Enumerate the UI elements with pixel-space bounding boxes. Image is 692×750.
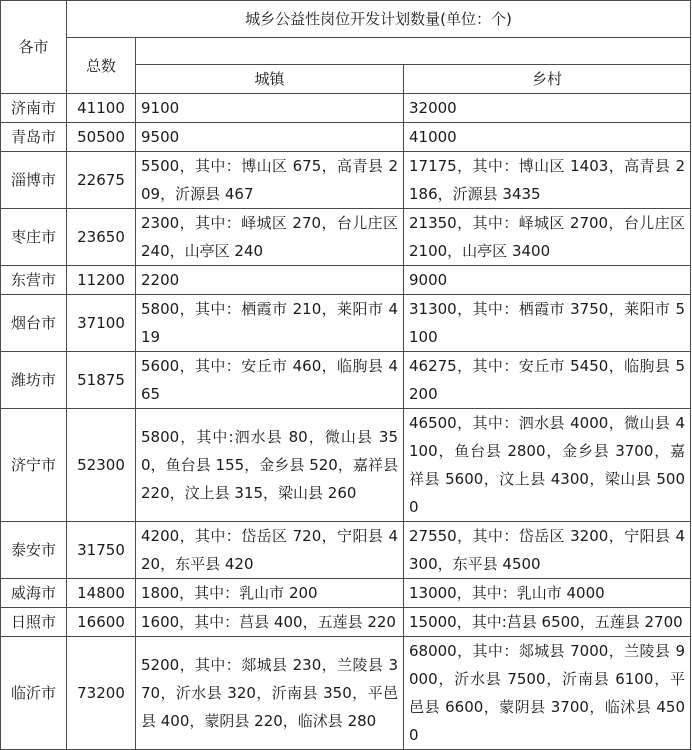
total-cell: 73200 (67, 637, 136, 750)
urban-cell: 2200 (136, 266, 404, 295)
city-cell: 东营市 (1, 266, 67, 295)
total-cell: 51875 (67, 352, 136, 409)
table-row (1, 579, 691, 608)
header-group-title: 城乡公益性岗位开发计划数量(单位：个) (67, 1, 691, 38)
city-cell: 淄博市 (1, 152, 67, 209)
city-cell: 烟台市 (1, 295, 67, 352)
total-cell: 22675 (67, 152, 136, 209)
table-row (1, 352, 691, 409)
table-row (1, 209, 691, 266)
table-row (1, 123, 691, 152)
total-cell: 31750 (67, 522, 136, 579)
header-urban: 城镇 (136, 65, 404, 94)
urban-cell: 1800，其中：乳山市 200 (136, 579, 404, 608)
city-cell: 临沂市 (1, 637, 67, 750)
urban-cell: 4200，其中：岱岳区 720，宁阳县 420，东平县 420 (136, 522, 404, 579)
city-cell: 泰安市 (1, 522, 67, 579)
total-cell: 11200 (67, 266, 136, 295)
table-row (1, 295, 691, 352)
urban-cell: 5800，其中:泗水县 80，微山县 350，鱼台县 155，金乡县 520，嘉祥县 220，汶上县 315，梁山县 260 (136, 409, 404, 522)
rural-cell: 68000，其中：郯城县 7000，兰陵县 9000，沂水县 7500，沂南县 6100，平邑县 6600，蒙阴县 3700，临沭县 4500 (404, 637, 691, 750)
urban-cell: 9500 (136, 123, 404, 152)
total-cell: 37100 (67, 295, 136, 352)
total-cell: 41100 (67, 94, 136, 123)
rural-cell: 21350，其中：峄城区 2700，台儿庄区 2100，山亭区 3400 (404, 209, 691, 266)
rural-cell: 13000，其中：乳山市 4000 (404, 579, 691, 608)
total-cell: 50500 (67, 123, 136, 152)
table-row (1, 409, 691, 522)
table-row (1, 152, 691, 209)
rural-cell: 27550，其中：岱岳区 3200，宁阳县 4300，东平县 4500 (404, 522, 691, 579)
total-cell: 16600 (67, 608, 136, 637)
table-row (1, 608, 691, 637)
urban-cell: 5800，其中：栖霞市 210，莱阳市 419 (136, 295, 404, 352)
header-total: 总数 (67, 38, 136, 94)
rural-cell: 46275，其中：安丘市 5450，临朐县 5200 (404, 352, 691, 409)
header-spacer (136, 38, 691, 65)
table-row (1, 637, 691, 750)
urban-cell: 2300，其中：峄城区 270，台儿庄区 240，山亭区 240 (136, 209, 404, 266)
urban-cell: 1600，其中：莒县 400，五莲县 220 (136, 608, 404, 637)
total-cell: 14800 (67, 579, 136, 608)
city-cell: 济宁市 (1, 409, 67, 522)
city-cell: 青岛市 (1, 123, 67, 152)
rural-cell: 15000，其中:莒县 6500，五莲县 2700 (404, 608, 691, 637)
city-cell: 济南市 (1, 94, 67, 123)
total-cell: 23650 (67, 209, 136, 266)
city-cell: 枣庄市 (1, 209, 67, 266)
rural-cell: 46500，其中：泗水县 4000，微山县 4100，鱼台县 2800，金乡县 3700，嘉祥县 5600，汶上县 4300，梁山县 5000 (404, 409, 691, 522)
total-cell: 52300 (67, 409, 136, 522)
rural-cell: 9000 (404, 266, 691, 295)
rural-cell: 17175，其中：博山区 1403，高青县 2186，沂源县 3435 (404, 152, 691, 209)
header-city: 各市 (1, 1, 67, 94)
urban-cell: 5200，其中：郯城县 230，兰陵县 370，沂水县 320，沂南县 350，平邑县 400，蒙阴县 220，临沭县 280 (136, 637, 404, 750)
rural-cell: 31300，其中：栖霞市 3750，莱阳市 5100 (404, 295, 691, 352)
table-row (1, 94, 691, 123)
table-row (1, 266, 691, 295)
urban-cell: 9100 (136, 94, 404, 123)
urban-cell: 5600，其中：安丘市 460，临朐县 465 (136, 352, 404, 409)
rural-cell: 32000 (404, 94, 691, 123)
city-cell: 潍坊市 (1, 352, 67, 409)
table-row (1, 522, 691, 579)
urban-cell: 5500，其中：博山区 675，高青县 209，沂源县 467 (136, 152, 404, 209)
city-cell: 日照市 (1, 608, 67, 637)
header-rural: 乡村 (404, 65, 691, 94)
city-cell: 威海市 (1, 579, 67, 608)
rural-cell: 41000 (404, 123, 691, 152)
